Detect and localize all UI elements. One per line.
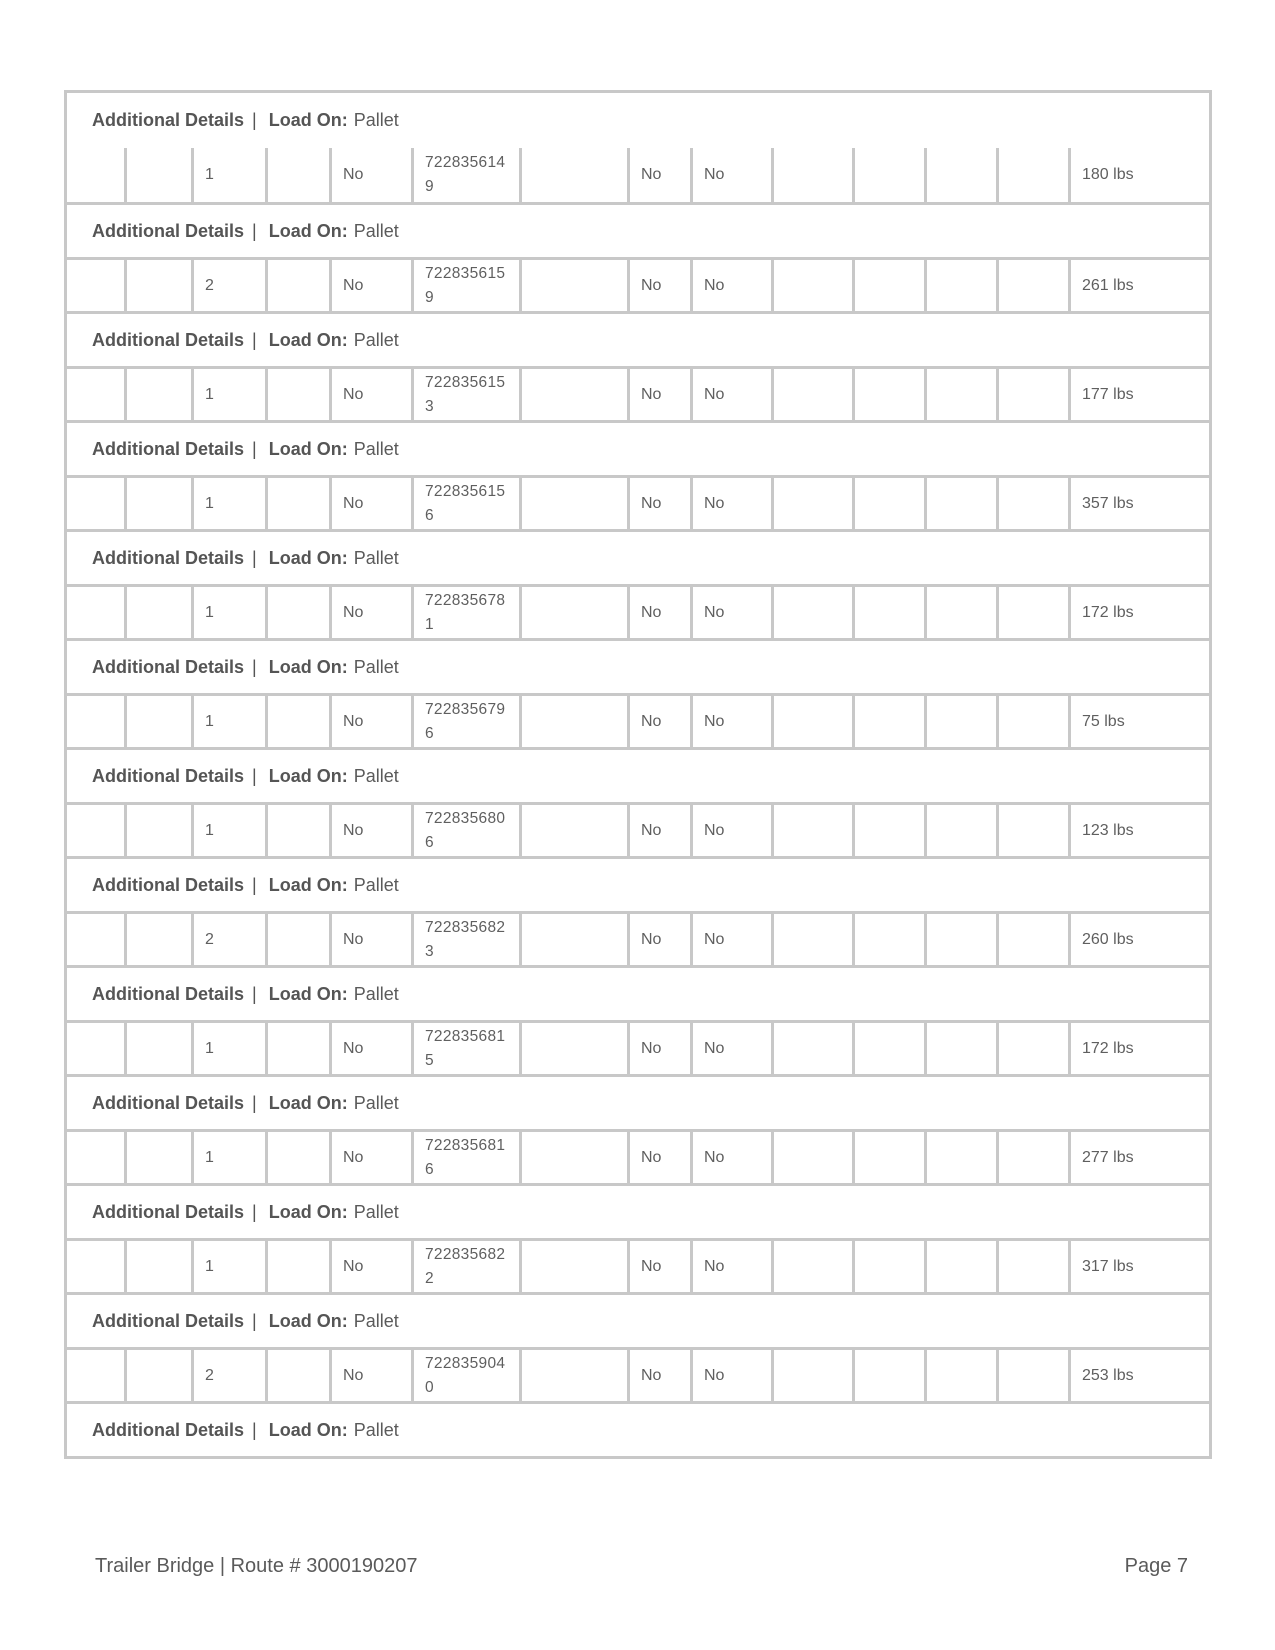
cell-tracking-number: 7228359040 (414, 1350, 522, 1401)
cell-flag: No (693, 805, 774, 856)
cell-flag: No (332, 369, 414, 420)
cell-empty (999, 369, 1071, 420)
load-on-label: Load On: (268, 1419, 348, 1440)
cell-flag: No (630, 478, 693, 529)
cell-empty (774, 369, 855, 420)
cell-empty (774, 696, 855, 747)
cell-empty (127, 696, 194, 747)
cell-tracking-number: 7228356822 (414, 1241, 522, 1292)
cell-tracking-number: 7228356153 (414, 369, 522, 420)
load-on-value: Pallet (353, 1201, 399, 1222)
table-row (67, 366, 1209, 420)
additional-details-label: Additional Details (92, 1092, 245, 1113)
load-on-label: Load On: (268, 656, 348, 677)
cell-empty (268, 587, 332, 638)
cell-empty (522, 1023, 630, 1074)
cell-flag: No (693, 1350, 774, 1401)
cell-empty (522, 1350, 630, 1401)
additional-details-row (67, 529, 1209, 584)
load-on-value: Pallet (353, 438, 399, 459)
cell-empty (927, 587, 999, 638)
cell-empty (855, 587, 927, 638)
cell-flag: No (630, 1350, 693, 1401)
cell-empty (999, 1132, 1071, 1183)
cell-empty (127, 805, 194, 856)
load-on-label: Load On: (268, 765, 348, 786)
cell-empty (999, 696, 1071, 747)
cell-weight: 123 lbs (1082, 821, 1134, 839)
additional-details-label: Additional Details (92, 329, 245, 350)
table-row (67, 148, 1209, 202)
cell-empty (67, 148, 127, 202)
cell-tracking-number: 7228356806 (414, 805, 522, 856)
cell-quantity: 1 (194, 1132, 268, 1183)
cell-empty (67, 1132, 127, 1183)
cell-empty (855, 696, 927, 747)
additional-details-row (67, 1183, 1209, 1238)
details-separator: | (252, 1310, 257, 1331)
cell-quantity: 1 (194, 805, 268, 856)
rows-container (67, 148, 1209, 1456)
additional-details-label: Additional Details (92, 438, 245, 459)
cell-empty (999, 1023, 1071, 1074)
load-on-value: Pallet (353, 110, 399, 130)
additional-details-label: Additional Details (92, 1310, 245, 1331)
cell-empty (67, 587, 127, 638)
load-on-value: Pallet (353, 1092, 399, 1113)
cell-empty (127, 478, 194, 529)
cell-quantity: 1 (194, 696, 268, 747)
cell-flag: No (630, 587, 693, 638)
additional-details-label: Additional Details (92, 1419, 245, 1440)
cell-weight: 172 lbs (1082, 1039, 1134, 1057)
cell-empty (774, 805, 855, 856)
cell-empty (774, 1241, 855, 1292)
cell-empty (127, 148, 194, 202)
additional-details-label: Additional Details (92, 547, 245, 568)
cell-quantity: 1 (194, 1023, 268, 1074)
cell-empty (67, 369, 127, 420)
cell-empty (855, 260, 927, 311)
load-on-label: Load On: (268, 547, 348, 568)
cell-flag: No (630, 369, 693, 420)
cell-flag: No (630, 805, 693, 856)
cell-empty (774, 260, 855, 311)
cell-tracking-number: 7228356149 (414, 148, 522, 202)
load-on-value: Pallet (353, 1310, 399, 1331)
cell-weight: 75 lbs (1082, 712, 1125, 730)
cell-empty (927, 148, 999, 202)
cell-empty (268, 369, 332, 420)
cell-empty (127, 914, 194, 965)
cell-empty (999, 805, 1071, 856)
cell-empty (268, 148, 332, 202)
cell-empty (999, 260, 1071, 311)
cell-empty (522, 1132, 630, 1183)
cell-empty (927, 914, 999, 965)
cell-empty (999, 914, 1071, 965)
table-row (67, 584, 1209, 638)
cell-flag: No (332, 260, 414, 311)
cell-empty (522, 260, 630, 311)
cell-tracking-number: 7228356823 (414, 914, 522, 965)
cell-empty (268, 1132, 332, 1183)
cell-flag: No (630, 1023, 693, 1074)
load-on-value: Pallet (353, 547, 399, 568)
cell-empty (927, 369, 999, 420)
cell-empty (67, 696, 127, 747)
cell-empty (774, 148, 855, 202)
cell-empty (268, 478, 332, 529)
cell-empty (774, 1023, 855, 1074)
cell-empty (774, 478, 855, 529)
load-on-label: Load On: (268, 983, 348, 1004)
cell-empty (522, 914, 630, 965)
cell-flag: No (630, 696, 693, 747)
cell-empty (522, 148, 630, 202)
shipment-table (64, 90, 1212, 1459)
cell-flag: No (630, 1132, 693, 1183)
cell-empty (999, 148, 1071, 202)
cell-empty (927, 805, 999, 856)
cell-quantity: 1 (194, 1241, 268, 1292)
cell-flag: No (693, 696, 774, 747)
cell-quantity: 1 (194, 478, 268, 529)
cell-weight: 277 lbs (1082, 1148, 1134, 1166)
load-on-value: Pallet (353, 874, 399, 895)
cell-empty (927, 1023, 999, 1074)
table-row (67, 1347, 1209, 1401)
cell-quantity: 2 (194, 260, 268, 311)
additional-details-label: Additional Details (92, 1201, 245, 1222)
cell-empty (855, 914, 927, 965)
cell-empty (855, 1241, 927, 1292)
cell-weight: 260 lbs (1082, 930, 1134, 948)
additional-details-label: Additional Details (92, 874, 245, 895)
additional-details-row (67, 1074, 1209, 1129)
details-separator: | (252, 220, 257, 241)
load-on-value: Pallet (353, 656, 399, 677)
cell-empty (522, 805, 630, 856)
cell-flag: No (332, 148, 414, 202)
cell-empty (927, 1132, 999, 1183)
cell-flag: No (332, 696, 414, 747)
details-separator: | (252, 329, 257, 350)
additional-details-label: Additional Details (92, 983, 245, 1004)
cell-empty (522, 587, 630, 638)
load-on-label: Load On: (268, 1201, 348, 1222)
cell-empty (127, 1241, 194, 1292)
cell-empty (927, 478, 999, 529)
cell-empty (999, 587, 1071, 638)
cell-empty (522, 478, 630, 529)
table-row (67, 257, 1209, 311)
cell-weight: 357 lbs (1082, 494, 1134, 512)
cell-flag: No (332, 914, 414, 965)
details-separator: | (252, 1092, 257, 1113)
cell-empty (67, 478, 127, 529)
cell-weight: 261 lbs (1082, 276, 1134, 294)
cell-flag: No (693, 148, 774, 202)
cell-empty (927, 1241, 999, 1292)
cell-empty (268, 1241, 332, 1292)
cell-flag: No (693, 1132, 774, 1183)
additional-details-label: Additional Details (92, 656, 245, 677)
table-row (67, 911, 1209, 965)
additional-details-row (67, 93, 1209, 148)
cell-empty (522, 1241, 630, 1292)
details-separator: | (252, 1419, 257, 1440)
cell-flag: No (332, 1132, 414, 1183)
cell-flag: No (693, 587, 774, 638)
cell-flag: No (332, 1023, 414, 1074)
cell-tracking-number: 7228356816 (414, 1132, 522, 1183)
cell-flag: No (630, 260, 693, 311)
cell-flag: No (693, 478, 774, 529)
details-separator: | (252, 110, 257, 130)
load-on-label: Load On: (268, 329, 348, 350)
cell-quantity: 1 (194, 369, 268, 420)
additional-details-row (67, 311, 1209, 366)
cell-empty (999, 1241, 1071, 1292)
cell-flag: No (332, 478, 414, 529)
cell-empty (774, 914, 855, 965)
load-on-label: Load On: (268, 438, 348, 459)
cell-empty (268, 696, 332, 747)
cell-empty (67, 1241, 127, 1292)
cell-flag: No (332, 1350, 414, 1401)
details-separator: | (252, 983, 257, 1004)
load-on-label: Load On: (268, 1092, 348, 1113)
cell-weight: 177 lbs (1082, 385, 1134, 403)
cell-empty (855, 1132, 927, 1183)
additional-details-row (67, 638, 1209, 693)
cell-empty (127, 369, 194, 420)
cell-tracking-number: 7228356815 (414, 1023, 522, 1074)
cell-empty (999, 1350, 1071, 1401)
details-separator: | (252, 547, 257, 568)
cell-empty (855, 805, 927, 856)
load-on-value: Pallet (353, 329, 399, 350)
cell-empty (522, 696, 630, 747)
table-row (67, 1238, 1209, 1292)
cell-flag: No (693, 1241, 774, 1292)
cell-empty (522, 369, 630, 420)
cell-flag: No (630, 148, 693, 202)
cell-flag: No (693, 260, 774, 311)
cell-empty (127, 1350, 194, 1401)
cell-flag: No (693, 369, 774, 420)
load-on-label: Load On: (268, 1310, 348, 1331)
details-separator: | (252, 656, 257, 677)
cell-empty (855, 369, 927, 420)
additional-details-row (67, 420, 1209, 475)
cell-empty (67, 1350, 127, 1401)
cell-empty (927, 1350, 999, 1401)
load-on-value: Pallet (353, 1419, 399, 1440)
cell-quantity: 1 (194, 148, 268, 202)
cell-flag: No (332, 587, 414, 638)
load-on-label: Load On: (268, 220, 348, 241)
cell-tracking-number: 7228356781 (414, 587, 522, 638)
additional-details-row (67, 965, 1209, 1020)
additional-details-row (67, 1292, 1209, 1347)
cell-empty (268, 805, 332, 856)
cell-flag: No (332, 1241, 414, 1292)
cell-empty (999, 478, 1071, 529)
additional-details-row (67, 202, 1209, 257)
details-separator: | (252, 1201, 257, 1222)
cell-quantity: 2 (194, 1350, 268, 1401)
cell-flag: No (693, 914, 774, 965)
cell-tracking-number: 7228356159 (414, 260, 522, 311)
table-row (67, 475, 1209, 529)
cell-empty (774, 1132, 855, 1183)
cell-empty (268, 1350, 332, 1401)
cell-empty (67, 914, 127, 965)
table-row (67, 1129, 1209, 1183)
load-on-label: Load On: (268, 110, 348, 130)
additional-details-row (67, 856, 1209, 911)
additional-details-label: Additional Details (92, 110, 245, 130)
additional-details-row (67, 1401, 1209, 1456)
load-on-value: Pallet (353, 220, 399, 241)
cell-weight: 317 lbs (1082, 1257, 1134, 1275)
cell-empty (127, 1023, 194, 1074)
cell-empty (927, 260, 999, 311)
cell-quantity: 1 (194, 587, 268, 638)
footer-route: Trailer Bridge | Route # 3000190207 (95, 1555, 418, 1577)
cell-empty (67, 1023, 127, 1074)
cell-empty (67, 260, 127, 311)
load-on-value: Pallet (353, 765, 399, 786)
cell-empty (127, 1132, 194, 1183)
cell-weight: 180 lbs (1082, 166, 1134, 183)
cell-empty (127, 260, 194, 311)
cell-quantity: 2 (194, 914, 268, 965)
cell-empty (268, 260, 332, 311)
cell-empty (268, 1023, 332, 1074)
cell-tracking-number: 7228356156 (414, 478, 522, 529)
cell-empty (774, 1350, 855, 1401)
table-row (67, 802, 1209, 856)
cell-empty (855, 1023, 927, 1074)
additional-details-label: Additional Details (92, 765, 245, 786)
details-separator: | (252, 438, 257, 459)
additional-details-label: Additional Details (92, 220, 245, 241)
cell-empty (855, 148, 927, 202)
cell-empty (855, 478, 927, 529)
footer-page-number: Page 7 (1124, 1555, 1188, 1577)
load-on-value: Pallet (353, 983, 399, 1004)
additional-details-row (67, 747, 1209, 802)
cell-empty (67, 805, 127, 856)
details-separator: | (252, 765, 257, 786)
cell-flag: No (630, 914, 693, 965)
details-separator: | (252, 874, 257, 895)
cell-empty (855, 1350, 927, 1401)
cell-empty (927, 696, 999, 747)
cell-flag: No (630, 1241, 693, 1292)
cell-tracking-number: 7228356796 (414, 696, 522, 747)
load-on-label: Load On: (268, 874, 348, 895)
table-row (67, 693, 1209, 747)
table-row (67, 1020, 1209, 1074)
cell-empty (127, 587, 194, 638)
cell-weight: 253 lbs (1082, 1366, 1134, 1384)
cell-empty (268, 914, 332, 965)
cell-empty (774, 587, 855, 638)
cell-flag: No (332, 805, 414, 856)
cell-flag: No (693, 1023, 774, 1074)
cell-weight: 172 lbs (1082, 603, 1134, 621)
